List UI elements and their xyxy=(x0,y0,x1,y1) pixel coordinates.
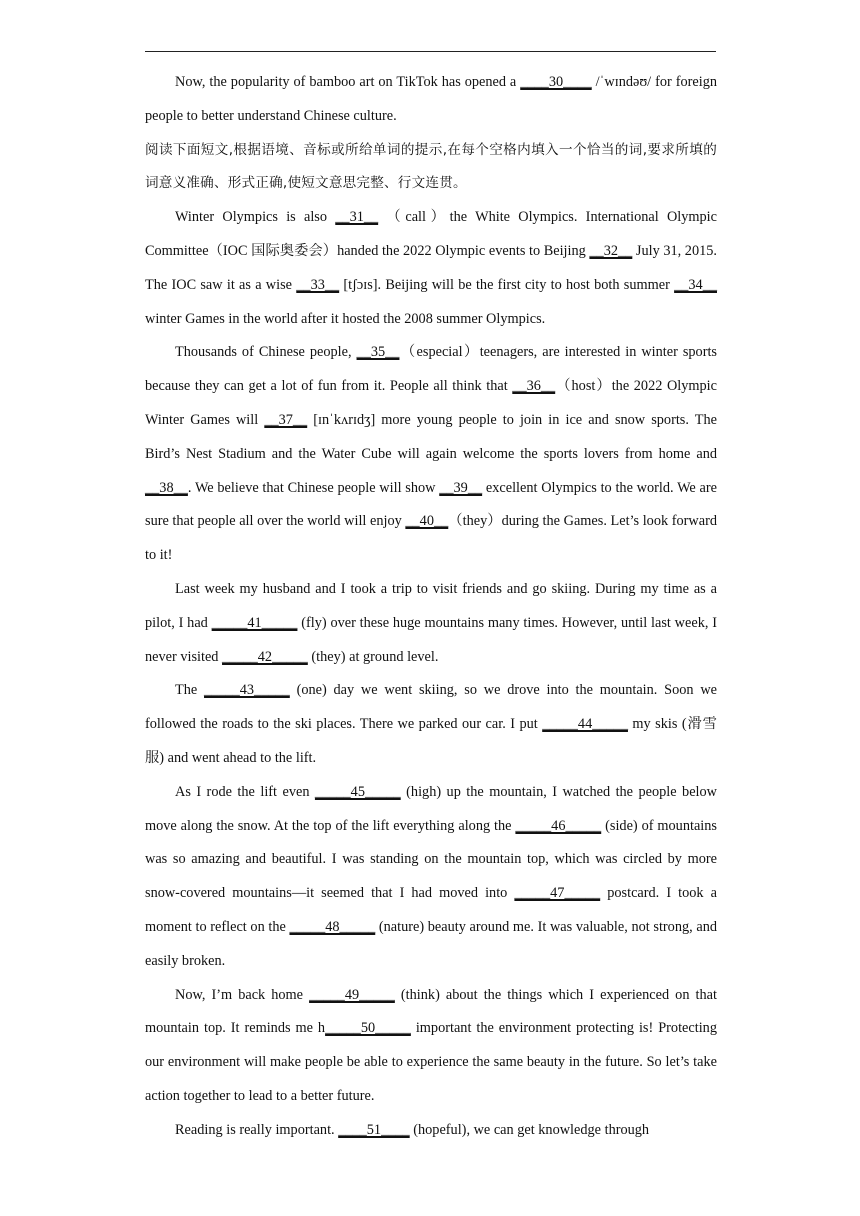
paragraph-text: 阅读下面短文,根据语境、音标或所给单词的提示,在每个空格内填入一个恰当的词,要求所填的词意义准确、形式正确,使短文意思完整、行文连贯。 xyxy=(145,141,717,192)
passage-paragraph xyxy=(145,776,717,979)
paragraph-text: excellent Olympics to the world. We are sure that people all over the world will enjoy xyxy=(145,479,717,530)
answer-blank: _____49_____ xyxy=(309,986,395,1003)
answer-blank: __35__ xyxy=(356,344,400,361)
passage-paragraph xyxy=(145,1114,717,1148)
answer-blank: __36__ xyxy=(512,378,556,395)
paragraph-text: (think) about the things which I experienced on that mountain top. It reminds me h xyxy=(145,986,717,1037)
paragraph-text: July 31, 2015. The IOC saw it as a wise xyxy=(145,242,717,293)
answer-blank: ____51____ xyxy=(338,1121,410,1138)
paragraph-text: Thousands of Chinese people, xyxy=(175,344,357,361)
answer-blank: __31__ xyxy=(335,209,379,226)
paragraph-text: Last week my husband and I took a trip to visit friends and go skiing. During my time as a pilot, I had xyxy=(145,580,717,631)
paragraph-text: (fly) over these huge mountains many times. However, until last week, I never visited xyxy=(145,614,717,665)
header-rule xyxy=(145,51,716,52)
paragraph-text: [tʃɔɪs]. Beijing will be the first city to host both summer xyxy=(339,276,675,293)
answer-blank: __34__ xyxy=(674,276,717,293)
answer-blank: __37__ xyxy=(264,411,308,428)
paragraph-text: important the environment protecting is! Protecting our environment will make people be able to experience the same beauty in the future. So let’s take action together to lead to a better future. xyxy=(145,1020,717,1104)
paragraph-text: （host）the 2022 Olympic Winter Games will xyxy=(145,378,717,428)
answer-blank: _____50_____ xyxy=(325,1020,411,1037)
answer-blank: __40__ xyxy=(405,513,449,530)
paragraph-text: (high) up the mountain, I watched the people below move along the snow. At the top of the lift everything along the xyxy=(145,783,717,834)
answer-blank: _____48_____ xyxy=(289,918,376,935)
passage-paragraph xyxy=(145,201,717,336)
passage-paragraph xyxy=(145,979,717,1114)
paragraph-text: . We believe that Chinese people will show xyxy=(187,479,440,496)
paragraph-text: （call）the White Olympics. International Olympic Committee（IOC 国际奥委会）handed the 2022 Olympic events to Beijing xyxy=(145,209,717,259)
answer-blank: __32__ xyxy=(589,242,633,259)
paragraph-text: (nature) beauty around me. It was valuable, not strong, and easily broken. xyxy=(145,918,717,969)
paragraph-text: postcard. I took a moment to reflect on the xyxy=(145,885,717,935)
paragraph-text: （they）during the Games. Let’s look forward to it! xyxy=(145,513,717,564)
paragraph-text: As I rode the lift even xyxy=(175,783,315,800)
passage-paragraph xyxy=(145,66,717,134)
answer-blank: __38__ xyxy=(145,479,188,496)
answer-blank: _____44_____ xyxy=(542,716,628,733)
paragraph-text: winter Games in the world after it hosted the 2008 summer Olympics. xyxy=(145,310,546,327)
paragraph-text: (hopeful), we can get knowledge through xyxy=(409,1121,650,1138)
answer-blank: _____47_____ xyxy=(514,885,601,902)
paragraph-text: (they) at ground level. xyxy=(307,648,439,665)
answer-blank: _____41_____ xyxy=(211,614,298,631)
answer-blank: _____46_____ xyxy=(515,817,602,834)
passage-paragraph xyxy=(145,674,717,775)
paragraph-text: (side) of mountains was so amazing and beautiful. I was standing on the mountain top, which was circled by more snow-covered mountains—it seemed that I had moved into xyxy=(145,817,717,902)
paragraph-text: Reading is really important. xyxy=(175,1121,339,1138)
passage-paragraph xyxy=(145,573,717,674)
passage-paragraph xyxy=(145,336,717,573)
paragraph-text: （especial）teenagers, are interested in winter sports because they can get a lot of fun from it. People all think that xyxy=(145,344,717,395)
document-body xyxy=(145,66,717,1148)
answer-blank: ____30____ xyxy=(520,74,592,90)
paragraph-text: Now, the popularity of bamboo art on TikTok has opened a xyxy=(175,74,521,90)
paragraph-text: [ɪnˈkʌrɪdʒ] more young people to join in ice and snow sports. The Bird’s Nest Stadium and the Water Cube will again welcome the sports lovers from home and xyxy=(145,411,717,462)
paragraph-text: my skis (滑雪服) and went ahead to the lift. xyxy=(145,716,717,766)
answer-blank: __33__ xyxy=(296,276,340,293)
paragraph-text: Winter Olympics is also xyxy=(175,209,336,226)
paragraph-text: (one) day we went skiing, so we drove into the mountain. Soon we followed the roads to the ski places. There we parked our car. I put xyxy=(145,682,717,733)
answer-blank: __39__ xyxy=(439,479,483,496)
instruction-paragraph xyxy=(145,134,717,202)
answer-blank: _____43_____ xyxy=(204,682,290,699)
paragraph-text: /ˈwɪndəʊ/ for foreign people to better understand Chinese culture. xyxy=(145,74,717,124)
paragraph-text: The xyxy=(175,682,205,699)
paragraph-text: Now, I’m back home xyxy=(175,986,310,1003)
answer-blank: _____45_____ xyxy=(314,783,401,800)
answer-blank: _____42_____ xyxy=(222,648,308,665)
